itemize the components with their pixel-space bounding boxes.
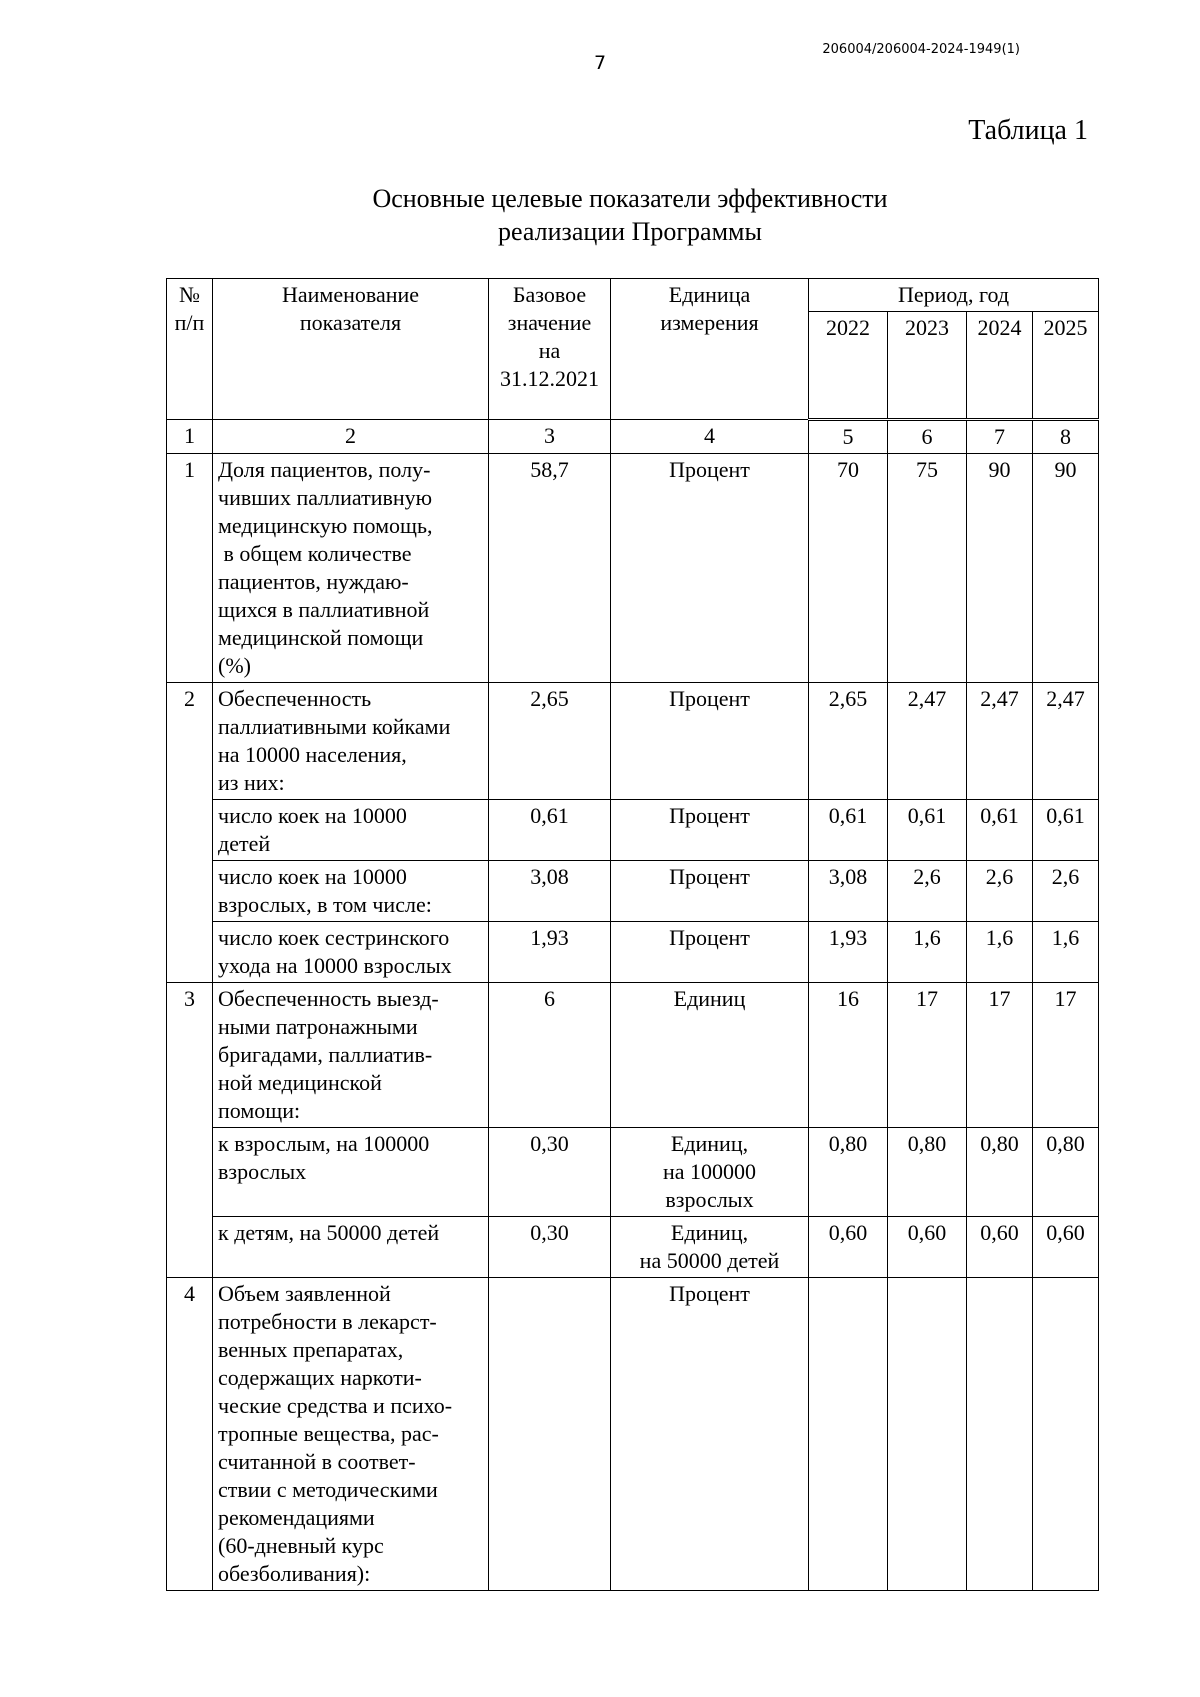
year-value: 17 (888, 983, 967, 1128)
column-number: 1 (167, 420, 213, 454)
indicator-name (213, 1217, 489, 1278)
year-value: 0,60 (967, 1217, 1033, 1278)
base-value: 1,93 (489, 922, 611, 983)
year-value: 2,47 (888, 683, 967, 800)
indicator-name-line: ствии с методическими (218, 1477, 438, 1502)
page-number: 7 (593, 52, 607, 74)
indicator-name-line: Доля пациентов, полу- (218, 457, 431, 482)
header-year-2025: 2025 (1033, 312, 1099, 420)
column-number: 4 (611, 420, 809, 454)
indicator-name (213, 800, 489, 861)
year-value: 0,80 (1033, 1128, 1099, 1217)
row-number: 1 (167, 454, 213, 683)
indicator-name-line: бригадами, паллиатив- (218, 1042, 433, 1067)
year-value: 0,60 (1033, 1217, 1099, 1278)
header-text: значение (507, 310, 592, 335)
unit-line: взрослых (665, 1187, 754, 1212)
unit-line: Процент (669, 864, 750, 889)
year-value: 2,6 (1033, 861, 1099, 922)
unit (611, 861, 809, 922)
table-row (167, 861, 1099, 922)
table-row (167, 983, 1099, 1128)
year-value: 0,60 (888, 1217, 967, 1278)
indicator-name-line: (%) (218, 653, 251, 678)
year-value: 90 (1033, 454, 1099, 683)
header-name (213, 279, 489, 420)
year-value: 2,6 (888, 861, 967, 922)
unit-line: Процент (669, 686, 750, 711)
year-value: 2,6 (967, 861, 1033, 922)
indicator-name-line: пациентов, нуждаю- (218, 569, 409, 594)
year-value: 2,47 (1033, 683, 1099, 800)
indicator-name-line: венных препаратах, (218, 1337, 404, 1362)
column-number-row (167, 420, 1099, 454)
row-number (167, 1128, 213, 1217)
base-value (489, 1278, 611, 1591)
base-value: 3,08 (489, 861, 611, 922)
year-value (888, 1278, 967, 1591)
unit-line: на 100000 (662, 1159, 757, 1184)
indicator-name (213, 983, 489, 1128)
document-id: 206004/206004-2024-1949(1) (822, 42, 1020, 57)
base-value: 6 (489, 983, 611, 1128)
header-text: Наименование (281, 282, 420, 307)
table-label: Таблица 1 (968, 115, 1088, 146)
unit-line: на 50000 детей (639, 1248, 780, 1273)
year-value: 0,80 (809, 1128, 888, 1217)
indicators-table (166, 278, 1099, 1591)
indicator-name-line: из них: (218, 770, 285, 795)
year-value: 0,61 (888, 800, 967, 861)
indicator-name-line: Объем заявленной (218, 1281, 391, 1306)
indicator-name-line: считанной в соответ- (218, 1449, 416, 1474)
unit (611, 683, 809, 800)
year-value: 70 (809, 454, 888, 683)
unit-line: Процент (669, 1281, 750, 1306)
indicator-name (213, 1128, 489, 1217)
unit-line: Процент (669, 457, 750, 482)
year-value: 17 (967, 983, 1033, 1128)
header-row-1 (167, 279, 1099, 312)
base-value: 58,7 (489, 454, 611, 683)
base-value: 0,30 (489, 1128, 611, 1217)
header-year-2024: 2024 (967, 312, 1033, 420)
year-value: 0,61 (809, 800, 888, 861)
indicator-name-line: детей (218, 831, 271, 856)
indicator-name-line: паллиативными койками (218, 714, 451, 739)
indicator-name (213, 861, 489, 922)
base-value: 0,30 (489, 1217, 611, 1278)
column-number: 7 (967, 420, 1033, 454)
row-number (167, 800, 213, 861)
year-value: 90 (967, 454, 1033, 683)
indicator-name-line: рекомендациями (218, 1505, 375, 1530)
row-number: 2 (167, 683, 213, 800)
unit (611, 454, 809, 683)
header-text: 31.12.2021 (500, 366, 599, 391)
column-number: 5 (809, 420, 888, 454)
indicator-name (213, 922, 489, 983)
header-period: Период, год (809, 279, 1099, 312)
indicator-name-line: к детям, на 50000 детей (218, 1220, 440, 1245)
year-value (809, 1278, 888, 1591)
indicator-name-line: тропные вещества, рас- (218, 1421, 439, 1446)
column-number: 2 (213, 420, 489, 454)
year-value: 0,80 (967, 1128, 1033, 1217)
year-value: 1,6 (967, 922, 1033, 983)
column-number: 6 (888, 420, 967, 454)
indicator-name-line: потребности в лекарст- (218, 1309, 437, 1334)
year-value (1033, 1278, 1099, 1591)
indicator-name-line: взрослых, в том числе: (218, 892, 432, 917)
indicator-name-line: Обеспеченность (218, 686, 372, 711)
header-text: на (538, 338, 561, 363)
column-number: 8 (1033, 420, 1099, 454)
header-text: Единица (668, 282, 751, 307)
indicator-name (213, 683, 489, 800)
indicator-name-line: ческие средства и психо- (218, 1393, 453, 1418)
table-title (200, 182, 1060, 248)
indicator-name-line: обезболивания): (218, 1561, 371, 1586)
unit-line: Единиц (673, 986, 746, 1011)
year-value: 0,60 (809, 1217, 888, 1278)
row-number: 4 (167, 1278, 213, 1591)
column-number: 3 (489, 420, 611, 454)
unit (611, 1128, 809, 1217)
indicator-name-line: число коек сестринского (218, 925, 450, 950)
header-text: № (179, 282, 200, 307)
table-row (167, 683, 1099, 800)
unit-line: Единиц, (670, 1131, 749, 1156)
base-value: 2,65 (489, 683, 611, 800)
indicator-name-line: число коек на 10000 (218, 864, 407, 889)
year-value: 75 (888, 454, 967, 683)
unit (611, 800, 809, 861)
row-number (167, 861, 213, 922)
header-base (489, 279, 611, 420)
indicator-name-line: медицинскую помощь, (218, 513, 433, 538)
indicator-name-line: ухода на 10000 взрослых (218, 953, 452, 978)
base-value: 0,61 (489, 800, 611, 861)
indicator-name-line: содержащих наркоти- (218, 1365, 422, 1390)
indicator-name-line: ной медицинской (218, 1070, 382, 1095)
indicator-name-line: взрослых (218, 1159, 307, 1184)
indicator-name-line: на 10000 населения, (218, 742, 407, 767)
table-row (167, 1128, 1099, 1217)
table-row (167, 922, 1099, 983)
unit-line: Процент (669, 925, 750, 950)
header-text: п/п (174, 310, 205, 335)
indicator-name-line: к взрослым, на 100000 (218, 1131, 430, 1156)
indicator-name-line: число коек на 10000 (218, 803, 407, 828)
header-text: измерения (660, 310, 759, 335)
title-line-1: Основные целевые показатели эффективности (372, 184, 888, 213)
year-value: 0,80 (888, 1128, 967, 1217)
unit (611, 922, 809, 983)
year-value: 2,65 (809, 683, 888, 800)
header-num (167, 279, 213, 420)
table-row (167, 454, 1099, 683)
unit-line: Единиц, (670, 1220, 749, 1245)
year-value: 2,47 (967, 683, 1033, 800)
indicator-name (213, 1278, 489, 1591)
row-number: 3 (167, 983, 213, 1128)
year-value: 0,61 (967, 800, 1033, 861)
indicator-name-line: помощи: (218, 1098, 301, 1123)
indicator-name-line: Обеспеченность выезд- (218, 986, 439, 1011)
year-value: 3,08 (809, 861, 888, 922)
indicator-name-line: в общем количестве (218, 541, 412, 566)
year-value: 17 (1033, 983, 1099, 1128)
year-value: 0,61 (1033, 800, 1099, 861)
table-row (167, 800, 1099, 861)
year-value: 16 (809, 983, 888, 1128)
unit (611, 1217, 809, 1278)
header-year-2023: 2023 (888, 312, 967, 420)
header-text: Базовое (512, 282, 587, 307)
table-row (167, 1278, 1099, 1591)
title-line-2: реализации Программы (498, 217, 762, 246)
table-row (167, 1217, 1099, 1278)
unit-line: Процент (669, 803, 750, 828)
year-value: 1,6 (888, 922, 967, 983)
indicator-name-line: щихся в паллиативной (218, 597, 430, 622)
indicator-name-line: ными патронажными (218, 1014, 418, 1039)
header-unit (611, 279, 809, 420)
indicator-name-line: (60-дневный курс (218, 1533, 384, 1558)
header-text: показателя (299, 310, 402, 335)
year-value: 1,6 (1033, 922, 1099, 983)
year-value (967, 1278, 1033, 1591)
indicator-name (213, 454, 489, 683)
indicator-name-line: медицинской помощи (218, 625, 424, 650)
unit (611, 1278, 809, 1591)
row-number (167, 1217, 213, 1278)
header-year-2022: 2022 (809, 312, 888, 420)
table-body (167, 454, 1099, 1591)
indicator-name-line: чивших паллиативную (218, 485, 433, 510)
row-number (167, 922, 213, 983)
year-value: 1,93 (809, 922, 888, 983)
unit (611, 983, 809, 1128)
